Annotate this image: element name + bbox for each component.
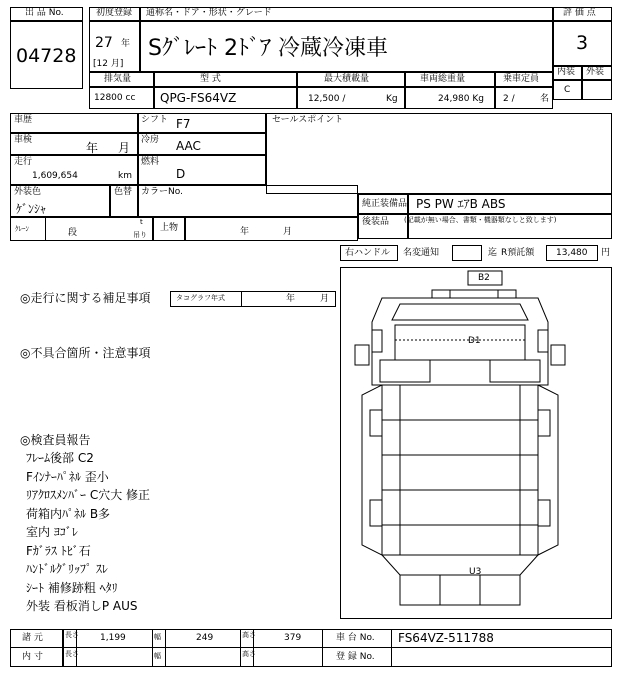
grade-label: 評 価 点 (563, 8, 596, 18)
max-load: 12,500 / (308, 94, 346, 104)
report-line: ﾘｱｸﾛｽﾒﾝﾊﾞｰ C穴大 修正 (26, 488, 151, 502)
max-load-label: 最大積載量 (324, 74, 370, 84)
color-no-label: 色替 (114, 187, 133, 197)
reg-year: 27 (95, 35, 113, 51)
equip-label: 純正装備品 (362, 199, 408, 209)
width-label: 幅 (154, 633, 161, 641)
crane-ton-label: t (140, 218, 143, 226)
lot-no: 04728 (16, 45, 77, 67)
mileage-label: 走行 (14, 157, 33, 167)
r-fee: 13,480 (556, 248, 588, 258)
length: 1,199 (100, 633, 126, 643)
report-line: Fｶﾞﾗｽ ﾄﾋﾞ石 (26, 543, 91, 558)
inspection-year-unit: 年 (86, 141, 99, 155)
model-code: QPG-FS64VZ (160, 91, 237, 105)
ac: AAC (176, 139, 201, 153)
report-line: Fｲﾝﾅｰﾊﾟﾈﾙ 歪小 (26, 469, 109, 484)
gross-weight: 24,980 Kg (438, 94, 484, 104)
ac-label: 冷房 (141, 135, 160, 145)
model-label: 型 式 (200, 74, 221, 84)
r-fee-label: R預託額 (501, 248, 535, 258)
tacho-month: 月 (320, 294, 330, 304)
name-change-label: 名変通知 (403, 248, 440, 258)
length-label: 長さ (65, 631, 79, 639)
capacity-label: 乗車定員 (503, 74, 540, 84)
ext-color-label: 外装色 (14, 187, 42, 197)
mileage-unit: km (118, 171, 132, 181)
tachograph-label: タコグラフ年式 (176, 294, 225, 302)
reg-no-label: 登 録 No. (336, 652, 375, 662)
r-fee-unit: 円 (601, 248, 611, 258)
driving-label: ◎走行に関する補足事項 (20, 291, 151, 305)
inspection-label: 車検 (14, 135, 33, 145)
report-line: ﾌﾚｰﾑ後部 C2 (26, 451, 94, 465)
capacity-unit: 名 (540, 94, 550, 104)
report-line: ﾊﾝﾄﾞﾙｸﾞﾘｯﾌﾟ ｽﾚ (26, 562, 108, 576)
spec-label: 諸 元 (22, 633, 43, 643)
year-unit: 年 (121, 39, 131, 49)
chassis-label: 車 台 No. (336, 633, 375, 643)
reg-month: [12 月] (93, 59, 124, 69)
length-label-2: 長さ (65, 650, 79, 658)
tacho-year: 年 (286, 294, 296, 304)
crane-hang-label: 吊り (133, 231, 147, 239)
diagram-mark-b2: B2 (478, 273, 490, 283)
grade: 3 (576, 32, 589, 54)
height-label: 高さ (242, 631, 256, 639)
size-label: 内 寸 (22, 652, 43, 662)
color-code-label: カラーNo. (141, 187, 183, 197)
name-label: 通称名・ドア・形状・グレード (146, 8, 272, 18)
inspector-label: ◎検査員報告 (20, 433, 91, 447)
diagram-mark-u3: U3 (469, 567, 482, 577)
region-label: 迄 (488, 248, 498, 258)
displacement: 12800 cc (94, 93, 136, 103)
ext-color: ｹﾞﾝｼｬ (16, 202, 47, 216)
width: 249 (196, 633, 214, 643)
interior-grade: C (564, 85, 571, 95)
chassis-no: FS64VZ-511788 (398, 631, 494, 645)
width-label-2: 幅 (154, 652, 161, 660)
history-label: 車歴 (14, 115, 33, 125)
interior-label: 内装 (557, 67, 576, 77)
crane-year-label: 年 (240, 227, 250, 237)
diagram-mark-d1: D1 (468, 336, 481, 346)
equipment: PS PW ｴｱB ABS (416, 197, 506, 211)
fuel-label: 燃料 (141, 157, 160, 167)
aftermarket-note: (記載が無い場合、書類・機器類なしと致します) (404, 216, 557, 224)
shift-label: シフト (141, 115, 169, 125)
report-line: 外装 看板消しP AUS (26, 599, 138, 613)
aftermarket-label: 後装品 (362, 217, 390, 227)
rhd: 右ハンドル (345, 248, 391, 258)
inspection-month-unit: 月 (118, 141, 131, 155)
fuel: D (176, 167, 186, 181)
crane-label: ｸﾚｰﾝ (15, 225, 29, 233)
shift: F7 (176, 117, 191, 131)
max-load-unit: Kg (386, 94, 398, 104)
exterior-label: 外装 (586, 67, 605, 77)
defects-label: ◎不具合箇所・注意事項 (20, 346, 151, 360)
height: 379 (284, 633, 302, 643)
mileage: 1,609,654 (32, 171, 78, 181)
crane-stage-label: 段 (68, 228, 78, 238)
lot-no-label: 出 品 No. (25, 8, 64, 18)
crane-top-label: 上物 (160, 223, 179, 233)
report-line: 室内 ﾖｺﾞﾚ (26, 525, 78, 539)
sales-points-label: セールスポイント (272, 115, 344, 125)
displacement-label: 排気量 (104, 74, 132, 84)
crane-month-label: 月 (283, 227, 293, 237)
report-line: 荷箱内ﾊﾟﾈﾙ B多 (26, 506, 111, 521)
gross-weight-label: 車両総重量 (420, 74, 466, 84)
height-label-2: 高さ (242, 650, 256, 658)
first-reg-label: 初度登録 (96, 8, 133, 18)
model-name: Sｸﾞﾚｰﾄ 2ﾄﾞｱ 冷蔵冷凍車 (148, 36, 388, 61)
capacity: 2 / (503, 94, 515, 104)
report-line: ｼｰﾄ 補修跡粗 ﾍﾀﾘ (26, 580, 118, 595)
